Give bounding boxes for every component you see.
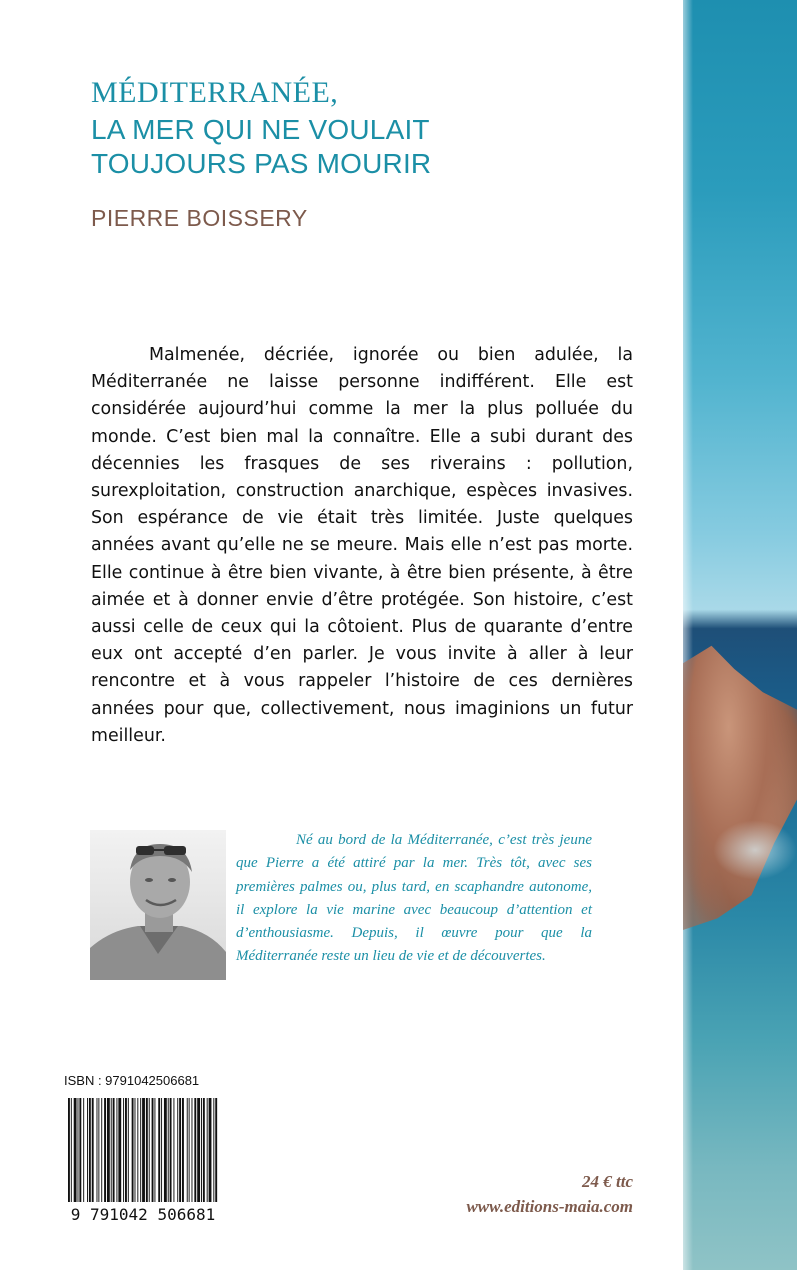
barcode-bar: [161, 1098, 162, 1202]
barcode-bar: [79, 1098, 81, 1202]
author-photo: [90, 830, 226, 980]
barcode-bar: [123, 1098, 124, 1202]
sea-photo-spine: [683, 0, 797, 1270]
barcode-bar: [213, 1098, 214, 1202]
barcode-bar: [125, 1098, 127, 1202]
barcode-bar: [111, 1098, 112, 1202]
publisher-website: www.editions-maia.com: [466, 1197, 633, 1216]
barcode-bar: [209, 1098, 212, 1202]
barcode-bar: [107, 1098, 110, 1202]
barcode-bar: [78, 1098, 79, 1202]
barcode-bar: [137, 1098, 138, 1202]
barcode-bar: [215, 1098, 217, 1202]
barcode-bar: [149, 1098, 150, 1202]
title-line-2: LA MER QUI NE VOULAIT: [91, 114, 430, 145]
rock-outcrop: [683, 640, 797, 930]
barcode-bar: [182, 1098, 184, 1202]
barcode-bar: [140, 1098, 141, 1202]
barcode-bar: [152, 1098, 154, 1202]
back-cover-blurb: Malmenée, décriée, ignorée ou bien adulée, la Méditerranée ne laisse personne indifférent. Elle est considérée aujourd’hui comme la mer la plus polluée du monde. C’est bien mal la connaître. Elle a subi durant des décennies les frasques de ses riverains : pollution, surexploitation, construction anarchique, espèces invasives. Son espérance de vie était très limitée. Juste quelques années avant qu’elle ne se meure. Mais elle n’est pas morte. Elle continue à être bien vivante, à être bien présente, à être aimée et à donner envie d’être protégée. Son histoire, c’est aussi celle de ceux qui la côtoient. Plus de quarante d’entre eux ont accepté d’en parler. Je vous invite à aller à leur rencontre et à vous rappeler l’histoire de ces dernières années pour que, collectivement, nous imaginions un futur meilleur.: [91, 345, 633, 746]
barcode-bar: [135, 1098, 136, 1202]
barcode: [64, 1092, 222, 1224]
barcode-bar: [101, 1098, 102, 1202]
barcode-bar: [98, 1098, 99, 1202]
barcode-bar: [168, 1098, 169, 1202]
barcode-bar: [189, 1098, 190, 1202]
barcode-bar: [197, 1098, 200, 1202]
author-name: PIERRE BOISSERY: [91, 205, 308, 231]
barcode-bar: [201, 1098, 202, 1202]
barcode-bar: [74, 1098, 77, 1202]
barcode-bar: [177, 1098, 178, 1202]
barcode-bar: [118, 1098, 121, 1202]
barcode-bar: [192, 1098, 193, 1202]
isbn-label: ISBN : 9791042506681: [64, 1073, 200, 1088]
barcode-bar: [92, 1098, 94, 1202]
barcode-bar: [164, 1098, 167, 1202]
barcode-bar: [132, 1098, 134, 1202]
barcode-bar: [170, 1098, 172, 1202]
barcode-bar: [142, 1098, 145, 1202]
barcode-bar: [146, 1098, 148, 1202]
barcode-bar: [87, 1098, 88, 1202]
price: 24 € ttc: [582, 1172, 633, 1191]
author-portrait-icon: [90, 830, 226, 980]
barcode-bar: [104, 1098, 106, 1202]
sea-foam: [713, 820, 797, 880]
barcode-bar: [179, 1098, 181, 1202]
barcode-bar: [187, 1098, 188, 1202]
barcode-bar: [71, 1098, 72, 1202]
barcode-bar: [116, 1098, 117, 1202]
barcode-bar: [194, 1098, 196, 1202]
barcode-bar: [113, 1098, 115, 1202]
barcode-icon: [64, 1092, 222, 1224]
barcode-bar: [158, 1098, 160, 1202]
author-bio: Né au bord de la Méditerranée, c’est très jeune que Pierre a été attiré par la mer. Très tôt, avec ses premières palmes ou, plus tard, en scaphandre autonome, il explore la vie marine avec beaucoup d’attention et d’enthousiasme. Depuis, il œuvre pour que la Méditerranée reste un lieu de vie et de découvertes.: [236, 832, 592, 965]
title-line-3: TOUJOURS PAS MOURIR: [91, 148, 432, 179]
barcode-bar: [97, 1098, 98, 1202]
barcode-bar: [83, 1098, 84, 1202]
barcode-bar: [173, 1098, 174, 1202]
title-line-1: MÉDITERRANÉE,: [91, 76, 339, 109]
barcode-digits: 9 791042 506681: [70, 1205, 216, 1224]
barcode-bar: [203, 1098, 205, 1202]
barcode-bar: [68, 1098, 70, 1202]
barcode-bar: [154, 1098, 155, 1202]
barcode-bar: [89, 1098, 91, 1202]
barcode-bar: [128, 1098, 129, 1202]
barcode-bar: [207, 1098, 208, 1202]
